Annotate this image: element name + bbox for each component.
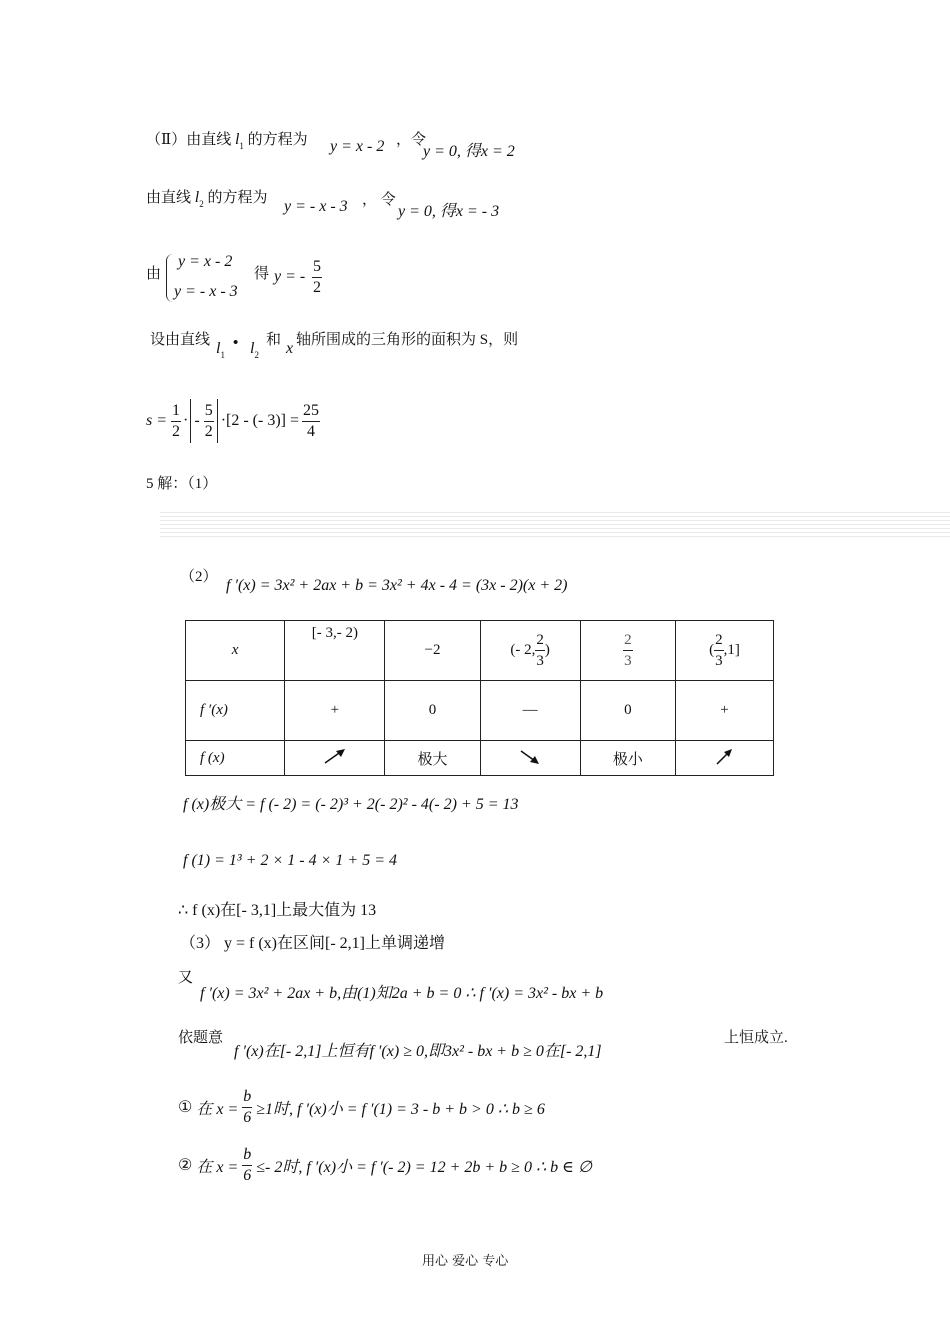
part-3-line-3: f ′(x)在[- 2,1]上恒有f ′(x) ≥ 0,即3x² - bx + b ≥ 0在[- 2,1]	[234, 1043, 602, 1060]
l2-subscript: 2	[199, 199, 204, 209]
table-cell: f ′(x)	[186, 681, 285, 741]
s-dot: ·	[183, 412, 189, 429]
table-cell: —	[480, 681, 580, 741]
fraction-denominator: 2	[313, 279, 321, 296]
area-line	[150, 328, 210, 349]
garbled-formula-band	[160, 512, 950, 540]
line2	[146, 186, 267, 207]
table-cell: −2	[385, 621, 480, 681]
area-dot: •	[233, 335, 239, 351]
table-cell: 极大	[385, 741, 480, 776]
line1-text: 的方程为	[247, 132, 308, 148]
case-2-text-b: ≤- 2时, f ′(x)小 = f ′(- 2) = 12 + 2b + b ≥ 0 ∴ b ∈ ∅	[256, 1158, 592, 1176]
table-cell: x	[186, 621, 285, 681]
abs-fraction	[204, 401, 214, 442]
area-l1: $l_1$	[216, 340, 225, 360]
max-value-conclusion: ∴ f (x)在[- 3,1]上最大值为 13	[178, 902, 377, 919]
yitiyi-label: 依题意	[178, 1030, 224, 1046]
case-1-num: b	[242, 1087, 252, 1108]
result-fraction	[302, 401, 320, 442]
l1-symbol: l	[234, 131, 240, 148]
case-2-fraction	[242, 1145, 252, 1186]
result-den: 4	[307, 422, 316, 440]
you-label-2: 又	[178, 970, 194, 986]
case-1-fraction	[242, 1087, 252, 1128]
system-brace	[166, 254, 173, 302]
case-1-mark: ①	[178, 1099, 193, 1116]
area-he: 和	[266, 332, 282, 348]
fraction-5-over-2	[312, 257, 322, 298]
table-cell: ( $\frac{2}{3}$ ,1]	[675, 621, 773, 681]
de-label: 得	[254, 266, 270, 282]
line2-ling: ， 令	[362, 192, 396, 208]
line2-text: 的方程为	[207, 190, 268, 206]
s-formula	[146, 397, 320, 445]
case-1-text-a: 在 x =	[196, 1100, 239, 1118]
variation-table	[185, 620, 774, 776]
fraction-numerator: 5	[312, 257, 322, 278]
half-den: 2	[172, 422, 181, 440]
table-cell	[480, 741, 580, 776]
l1-subscript: 1	[239, 141, 244, 151]
abs-num: 5	[204, 401, 214, 422]
abs-neg: -	[194, 412, 200, 429]
s-lhs: s =	[146, 412, 168, 429]
case-2-den: 6	[243, 1166, 252, 1184]
abs-den: 2	[204, 422, 213, 440]
table-header-row	[186, 621, 774, 681]
table-cell	[285, 741, 385, 776]
case-2-mark: ②	[178, 1157, 193, 1174]
down-arrow-icon	[517, 746, 543, 766]
table-cell: (- 2, $\frac{2}{3}$ )	[480, 621, 580, 681]
table-cell: f (x)	[186, 741, 285, 776]
part2-heading: （Ⅱ）由直线	[146, 132, 232, 148]
question-5-heading: 5 解：（1）	[146, 476, 218, 492]
table-row	[186, 741, 774, 776]
table-cell: 0	[385, 681, 480, 741]
l2-symbol: l	[194, 189, 200, 206]
table-cell: 极小	[580, 741, 675, 776]
half-fraction	[171, 401, 181, 442]
system-equation-1: y = x - 2	[178, 253, 233, 270]
table-cell: 0	[580, 681, 675, 741]
table-row	[186, 681, 774, 741]
case-2-num: b	[242, 1145, 252, 1166]
up-arrow-icon	[322, 746, 348, 766]
case-2	[178, 1142, 592, 1188]
area-text-1: 设由直线	[150, 332, 211, 348]
area-l2: $l_2$	[250, 340, 259, 360]
line1-y0: y = 0, 得x = 2	[423, 143, 515, 160]
line2-equation: y = - x - 3	[284, 198, 348, 215]
table-cell: +	[285, 681, 385, 741]
line1-ling: ，令	[396, 132, 427, 148]
case-2-text-a: 在 x =	[196, 1158, 239, 1176]
s-mid: ·[2 - (- 3)] =	[220, 412, 300, 429]
case-1-text-b: ≥1时, f ′(x)小 = f ′(1) = 3 - b + b > 0 ∴ b ≥ 6	[256, 1100, 545, 1118]
you-label: 由	[146, 266, 162, 282]
area-text-2: 轴所围成的三角形的面积为 S，则	[296, 332, 519, 348]
line2-prefix: 由直线	[146, 190, 192, 206]
line1-equation: y = x - 2	[330, 138, 385, 155]
fmax-line: f (x)极大 = f (- 2) = (- 2)³ + 2(- 2)² - 4(- 2) + 5 = 13	[183, 796, 519, 813]
area-x: x	[286, 340, 294, 357]
part-2-label: （2）	[180, 569, 218, 585]
up-arrow-icon	[711, 746, 737, 766]
result-num: 25	[302, 401, 320, 422]
f1-line: f (1) = 1³ + 2 × 1 - 4 × 1 + 5 = 4	[183, 852, 398, 869]
page-footer: 用心 爱心 专心	[422, 1254, 509, 1269]
table-cell: +	[675, 681, 773, 741]
part2-line1	[146, 128, 308, 149]
table-cell	[675, 741, 773, 776]
y-equals: y = -	[274, 268, 306, 285]
table-cell: [- 3,- 2)	[285, 621, 385, 681]
abs-value	[190, 399, 217, 443]
derivative-line: f ′(x) = 3x² + 2ax + b = 3x² + 4x - 4 = (3x - 2)(x + 2)	[226, 577, 568, 594]
table-cell: $\frac{2}{3}$	[580, 621, 675, 681]
half-num: 1	[171, 401, 181, 422]
line2-y0: y = 0, 得x = - 3	[398, 203, 500, 220]
case-1	[178, 1084, 545, 1130]
case-1-den: 6	[243, 1108, 252, 1126]
system-equation-2: y = - x - 3	[174, 283, 238, 300]
part-3-line: （3） y = f (x)在区间[- 2,1]上单调递增	[180, 935, 445, 952]
part-3-line-2: f ′(x) = 3x² + 2ax + b,由(1)知2a + b = 0 ∴ f ′(x) = 3x² - bx + b	[200, 985, 604, 1002]
part-3-line-3-tail: 上恒成立.	[724, 1030, 788, 1046]
